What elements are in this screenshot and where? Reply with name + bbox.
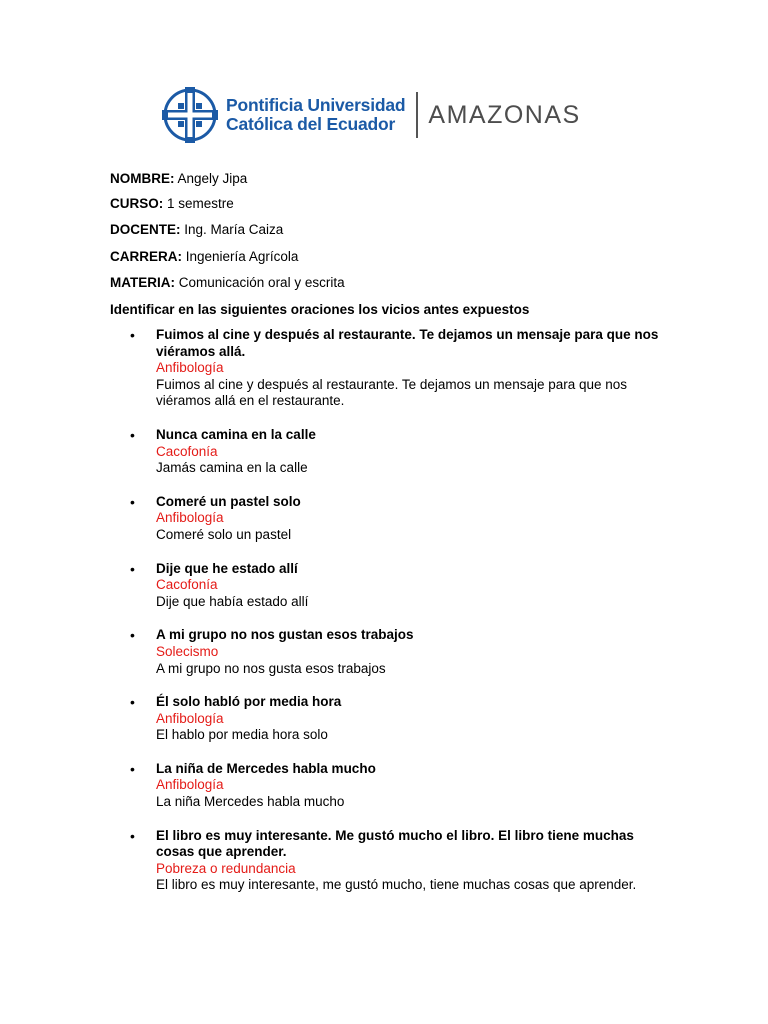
instruction-heading: Identificar en las siguientes oraciones los vicios antes expuestos <box>110 302 530 317</box>
item-answer: A mi grupo no nos gusta esos trabajos <box>156 660 386 676</box>
item-answer: El libro es muy interesante, me gustó mucho, tiene muchas cosas que aprender. <box>156 877 637 893</box>
item-vice: Cacofonía <box>156 443 218 459</box>
item-question: Dije que he estado allí <box>156 560 298 576</box>
item-question: Fuimos al cine y después al restaurante. Te dejamos un mensaje para que nos viéramos allá. <box>156 327 659 359</box>
exercise-list <box>110 327 670 911</box>
bullet-icon: • <box>130 560 135 577</box>
university-cross-logo-icon <box>160 85 220 145</box>
item-question: Comeré un pastel solo <box>156 493 301 509</box>
field-value: Ingeniería Agrícola <box>185 249 299 264</box>
item-vice: Anfibología <box>156 360 224 376</box>
list-item <box>110 494 670 544</box>
field-label: DOCENTE: <box>110 222 181 237</box>
list-item <box>110 694 670 744</box>
list-item <box>110 627 670 677</box>
item-vice: Anfibología <box>156 510 224 526</box>
list-item <box>110 427 670 477</box>
bullet-icon: • <box>130 827 135 844</box>
item-answer: Fuimos al cine y después al restaurante. Te dejamos un mensaje para que nos viéramos allá en el restaurante. <box>156 376 628 409</box>
field-label: NOMBRE: <box>110 171 175 186</box>
item-question: El libro es muy interesante. Me gustó mucho el libro. El libro tiene muchas cosas que aprender. <box>156 827 634 860</box>
field-curso <box>110 196 234 212</box>
list-item <box>110 561 670 611</box>
item-question: A mi grupo no nos gustan esos trabajos <box>156 627 414 643</box>
item-vice: Anfibología <box>156 710 224 726</box>
item-answer: Comeré solo un pastel <box>156 526 292 542</box>
field-label: CARRERA: <box>110 249 182 264</box>
university-header <box>160 84 581 146</box>
field-value: Angely Jipa <box>177 171 248 186</box>
bullet-icon: • <box>130 627 135 644</box>
bullet-icon: • <box>130 493 135 510</box>
list-item <box>110 828 670 894</box>
field-carrera <box>110 249 298 265</box>
bullet-icon: • <box>130 694 135 711</box>
field-docente <box>110 222 283 238</box>
item-answer: El hablo por media hora solo <box>156 727 328 743</box>
university-name-line2: Católica del Ecuador <box>226 114 396 134</box>
item-question: La niña de Mercedes habla mucho <box>156 760 376 776</box>
item-question: Él solo habló por media hora <box>156 694 342 710</box>
field-nombre <box>110 171 247 187</box>
item-vice: Solecismo <box>156 643 219 659</box>
item-answer: Dije que había estado allí <box>156 593 309 609</box>
list-item <box>110 327 670 410</box>
item-answer: Jamás camina en la calle <box>156 460 308 476</box>
item-vice: Anfibología <box>156 777 224 793</box>
bullet-icon: • <box>130 327 135 343</box>
field-value: Ing. María Caiza <box>184 222 284 237</box>
item-vice: Cacofonía <box>156 577 218 593</box>
header-divider <box>416 92 418 138</box>
field-materia <box>110 275 345 291</box>
bullet-icon: • <box>130 426 135 443</box>
item-vice: Pobreza o redundancia <box>156 860 296 876</box>
field-value: Comunicación oral y escrita <box>178 275 345 290</box>
bullet-icon: • <box>130 760 135 777</box>
university-name <box>226 96 405 134</box>
list-item <box>110 761 670 811</box>
item-question: Nunca camina en la calle <box>156 426 316 442</box>
field-label: CURSO: <box>110 196 164 211</box>
field-value: 1 semestre <box>167 196 234 211</box>
item-answer: La niña Mercedes habla mucho <box>156 794 345 810</box>
campus-name: AMAZONAS <box>428 100 581 129</box>
field-label: MATERIA: <box>110 275 175 290</box>
university-name-line1: Pontificia Universidad <box>226 95 406 115</box>
